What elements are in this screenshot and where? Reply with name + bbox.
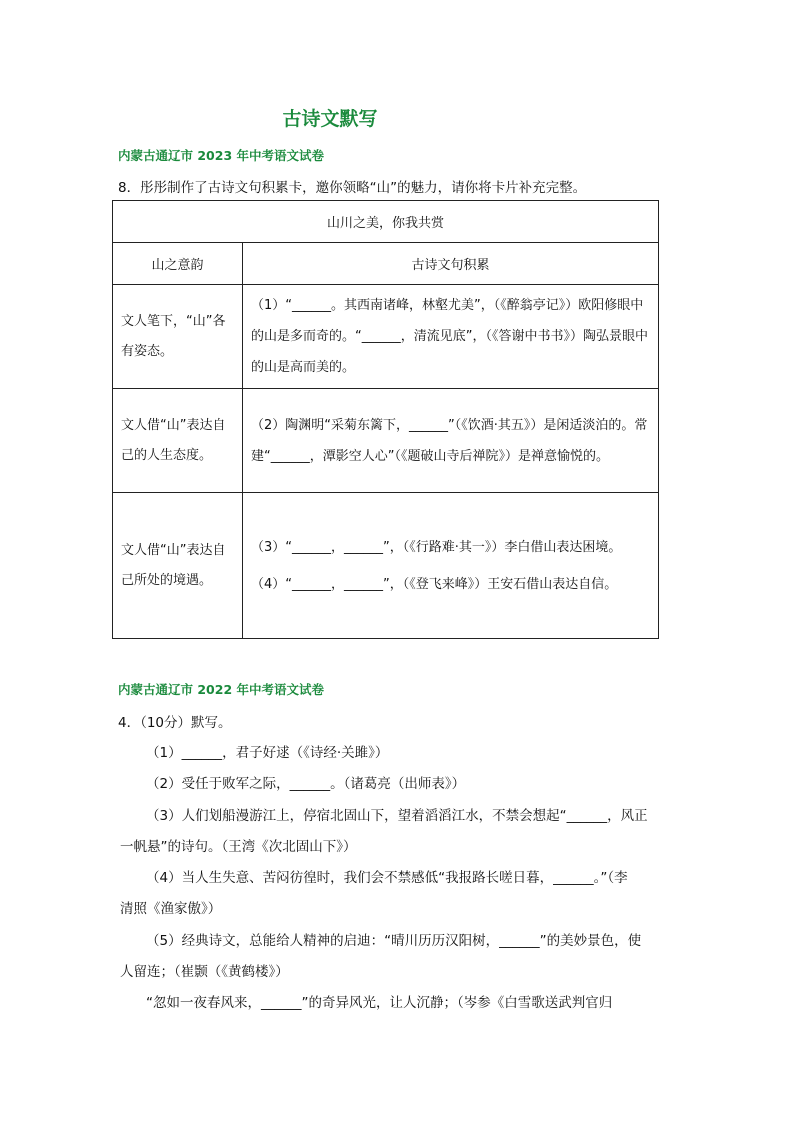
card-caption: 山川之美，你我共赏 — [113, 201, 659, 243]
answer-line: （1）______，君子好逑（《诗经·关雎》） — [146, 745, 389, 761]
answer-line: （4）当人生失意、苦闷彷徨时，我们会不禁感低“我报路长嗟日暮，______。”（李 — [146, 870, 628, 886]
accumulation-card-table — [112, 200, 659, 639]
row-verses-cell — [243, 285, 659, 389]
row-verses-cell — [243, 389, 659, 493]
verse-item-1: （1）“______。其西南诸峰，林壑尤美”，（《醉翁亭记》）欧阳修眼中的山是多而奇的。“______，清流见底”，（《答谢中书书》）陶弘景眼中的山是高而美的。 — [251, 298, 648, 375]
row-meaning-cell: 文人笔下，“山”各有姿态。 — [113, 285, 243, 389]
column-header-meaning: 山之意韵 — [113, 243, 243, 285]
section-heading-2022: 内蒙古通辽市 2022 年中考语文试卷 — [118, 682, 324, 697]
table-row — [113, 389, 659, 493]
answer-line: （3）人们划船漫游江上，停宿北固山下，望着滔滔江水，不禁会想起“______，风正 — [146, 808, 648, 824]
table-row — [113, 493, 659, 639]
row-meaning-cell: 文人借“山”表达自己的人生态度。 — [113, 389, 243, 493]
column-header-verses: 古诗文句积累 — [243, 243, 659, 285]
answer-line: 一帆悬”的诗句。（王湾《次北固山下》） — [120, 839, 357, 855]
section-heading-2023: 内蒙古通辽市 2023 年中考语文试卷 — [118, 148, 324, 163]
row-meaning-cell: 文人借“山”表达自己所处的境遇。 — [113, 493, 243, 639]
verse-item-4: （4）“______，______”，（《登飞来峰》）王安石借山表达自信。 — [251, 576, 618, 592]
question-4: 4．（10分）默写。 — [118, 715, 232, 731]
answer-line: 清照《渔家傲》） — [120, 901, 222, 917]
verse-item-3: （3）“______，______”，（《行路难·其一》）李白借山表达困境。 — [251, 539, 622, 555]
answer-line: “忽如一夜春风来，______”的奇异风光，让人沉静；（岑参《白雪歌送武判官归 — [146, 995, 613, 1011]
answer-line: 人留连；（崔颢（《黄鹤楼》） — [120, 964, 289, 980]
question-8: 8．彤彤制作了古诗文句积累卡，邀你领略“山”的魅力，请你将卡片补充完整。 — [118, 180, 587, 196]
page-title: 古诗文默写 — [282, 108, 378, 130]
table-row — [113, 285, 659, 389]
answer-line: （5）经典诗文，总能给人精神的启迪：“晴川历历汉阳树，______”的美妙景色，使 — [146, 933, 642, 949]
verse-item-2: （2）陶渊明“采菊东篱下，______”（《饮酒·其五》）是闲适淡泊的。常建“______，潭影空人心”（《题破山寺后禅院》）是禅意愉悦的。 — [251, 417, 648, 464]
answer-line: （2）受任于败军之际，______。（诸葛亮（出师表》） — [146, 776, 466, 792]
row-verses-cell — [243, 493, 659, 639]
